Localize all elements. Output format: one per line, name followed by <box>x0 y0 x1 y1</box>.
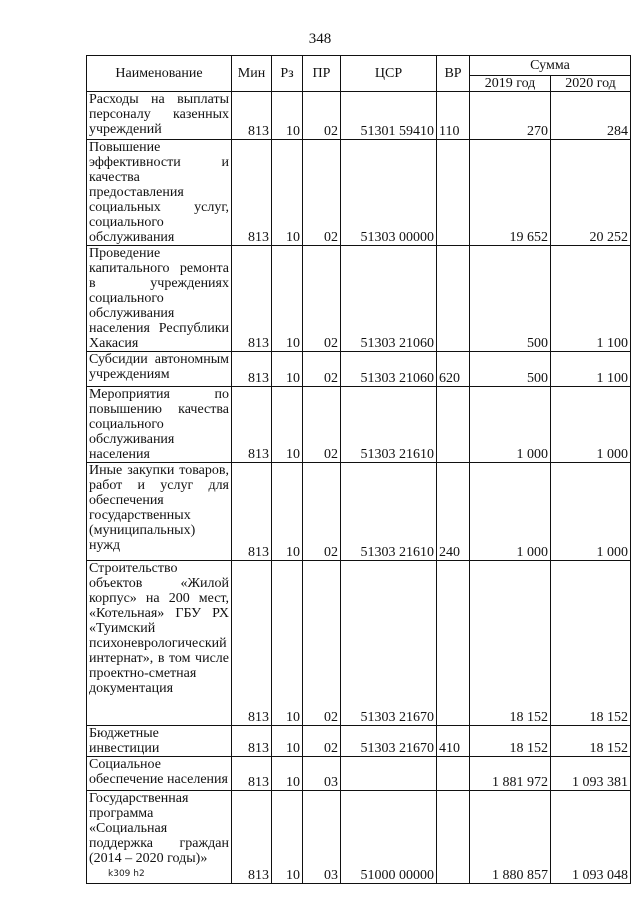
row-vr <box>437 246 470 352</box>
row-vr <box>437 387 470 463</box>
row-name: Бюджетные инвестиции <box>87 726 232 757</box>
row-name: Проведение капитального ремонта в учреждениях социального обслуживания населения Республики Хакасия <box>87 246 232 352</box>
row-min: 813 <box>232 757 272 791</box>
table-row <box>87 726 631 757</box>
row-min: 813 <box>232 92 272 140</box>
table-row <box>87 92 631 140</box>
row-name: Социальное обеспечение населения <box>87 757 232 791</box>
row-csr: 51301 59410 <box>341 92 437 140</box>
row-pr: 02 <box>303 387 341 463</box>
header-name: Наименование <box>87 56 232 92</box>
table-row <box>87 463 631 561</box>
row-sum-2019: 1 000 <box>470 387 551 463</box>
row-csr: 51303 21670 <box>341 561 437 726</box>
row-pr: 02 <box>303 92 341 140</box>
table-body <box>87 92 631 884</box>
budget-table <box>86 55 631 884</box>
row-min: 813 <box>232 726 272 757</box>
row-rz: 10 <box>272 140 303 246</box>
table-row <box>87 791 631 884</box>
header-min: Мин <box>232 56 272 92</box>
row-sum-2020: 18 152 <box>551 561 631 726</box>
table-row <box>87 757 631 791</box>
row-csr <box>341 757 437 791</box>
row-pr: 03 <box>303 791 341 884</box>
row-pr: 02 <box>303 246 341 352</box>
row-sum-2020: 18 152 <box>551 726 631 757</box>
row-name: Повышение эффективности и качества предоставления социальных услуг, социального обслуживания <box>87 140 232 246</box>
table-row <box>87 246 631 352</box>
row-sum-2020: 1 000 <box>551 463 631 561</box>
row-sum-2019: 500 <box>470 352 551 387</box>
row-name: Строительство объектов «Жилой корпус» на 200 мест, «Котельная» ГБУ РХ «Туимский психоневрологический интернат», в том числе проектно-сметная документация <box>87 561 232 726</box>
row-pr: 02 <box>303 726 341 757</box>
row-rz: 10 <box>272 561 303 726</box>
row-rz: 10 <box>272 246 303 352</box>
page-number: 348 <box>308 31 332 47</box>
row-vr <box>437 140 470 246</box>
header-2020: 2020 год <box>551 76 631 92</box>
header-vr: ВР <box>437 56 470 92</box>
row-sum-2019: 1 880 857 <box>470 791 551 884</box>
header-sum: Сумма <box>470 56 631 76</box>
row-pr: 02 <box>303 561 341 726</box>
row-sum-2019: 18 152 <box>470 561 551 726</box>
row-vr: 620 <box>437 352 470 387</box>
row-csr: 51303 21060 <box>341 352 437 387</box>
table-row <box>87 387 631 463</box>
row-vr: 410 <box>437 726 470 757</box>
table-row <box>87 140 631 246</box>
header-csr: ЦСР <box>341 56 437 92</box>
row-name: Субсидии автономным учреждениям <box>87 352 232 387</box>
row-csr: 51303 00000 <box>341 140 437 246</box>
header-rz: Рз <box>272 56 303 92</box>
row-sum-2020: 1 100 <box>551 246 631 352</box>
row-sum-2020: 1 000 <box>551 387 631 463</box>
row-csr: 51303 21610 <box>341 387 437 463</box>
row-vr: 240 <box>437 463 470 561</box>
row-sum-2019: 18 152 <box>470 726 551 757</box>
row-pr: 02 <box>303 352 341 387</box>
row-name: Мероприятия по повышению качества социального обслуживания населения <box>87 387 232 463</box>
row-rz: 10 <box>272 352 303 387</box>
row-sum-2020: 20 252 <box>551 140 631 246</box>
row-rz: 10 <box>272 726 303 757</box>
row-min: 813 <box>232 352 272 387</box>
row-min: 813 <box>232 463 272 561</box>
row-min: 813 <box>232 140 272 246</box>
header-pr: ПР <box>303 56 341 92</box>
row-vr <box>437 791 470 884</box>
row-name: Государственная программа «Социальная поддержка граждан (2014 – 2020 годы)» <box>87 791 232 884</box>
row-name: Расходы на выплаты персоналу казенных учреждений <box>87 92 232 140</box>
row-sum-2020: 1 093 048 <box>551 791 631 884</box>
row-sum-2019: 270 <box>470 92 551 140</box>
row-rz: 10 <box>272 791 303 884</box>
table-row <box>87 352 631 387</box>
row-rz: 10 <box>272 463 303 561</box>
row-name: Иные закупки товаров, работ и услуг для обеспечения государственных (муниципальных) нужд <box>87 463 232 561</box>
row-sum-2019: 1 881 972 <box>470 757 551 791</box>
row-sum-2019: 1 000 <box>470 463 551 561</box>
row-rz: 10 <box>272 387 303 463</box>
row-vr <box>437 561 470 726</box>
row-sum-2020: 1 100 <box>551 352 631 387</box>
row-sum-2019: 500 <box>470 246 551 352</box>
row-csr: 51000 00000 <box>341 791 437 884</box>
header-2019: 2019 год <box>470 76 551 92</box>
row-vr: 110 <box>437 92 470 140</box>
row-min: 813 <box>232 561 272 726</box>
row-sum-2019: 19 652 <box>470 140 551 246</box>
row-rz: 10 <box>272 757 303 791</box>
row-pr: 03 <box>303 757 341 791</box>
table-row <box>87 561 631 726</box>
footer-stamp: k309 h2 <box>108 869 145 879</box>
row-vr <box>437 757 470 791</box>
row-rz: 10 <box>272 92 303 140</box>
row-csr: 51303 21610 <box>341 463 437 561</box>
row-pr: 02 <box>303 140 341 246</box>
table-header <box>87 56 631 92</box>
row-pr: 02 <box>303 463 341 561</box>
row-min: 813 <box>232 246 272 352</box>
row-csr: 51303 21060 <box>341 246 437 352</box>
row-csr: 51303 21670 <box>341 726 437 757</box>
row-min: 813 <box>232 791 272 884</box>
row-sum-2020: 284 <box>551 92 631 140</box>
row-min: 813 <box>232 387 272 463</box>
row-sum-2020: 1 093 381 <box>551 757 631 791</box>
